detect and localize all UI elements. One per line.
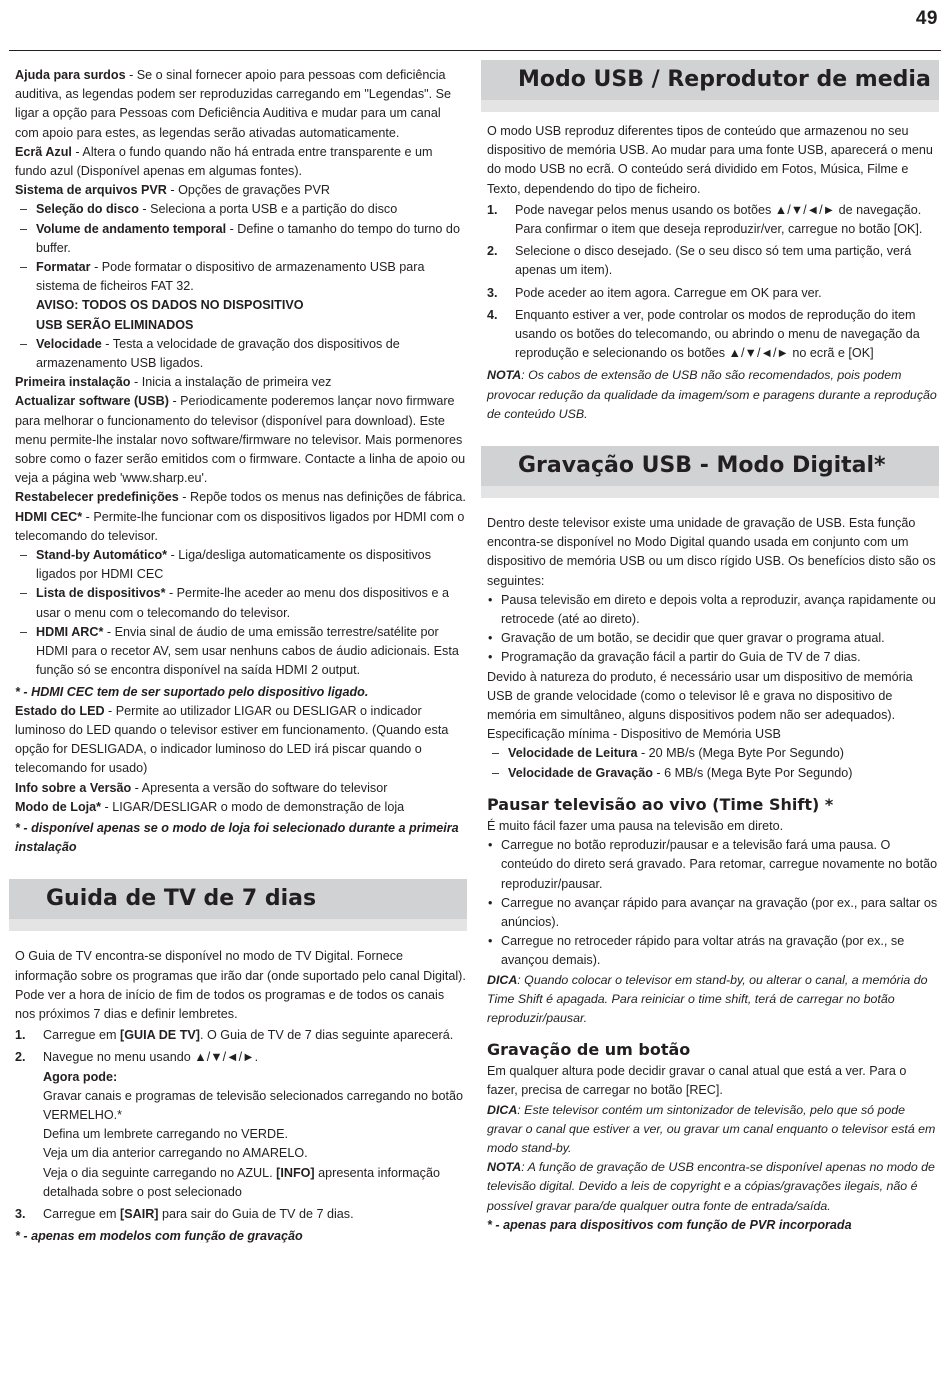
step-text: Pode navegar pelos menus usando os botões ▲/▼/◄/► de navegação. Para confirmar o item que deseja reproduzir/ver, carregue no botão [OK]. bbox=[515, 202, 923, 237]
section-header-usb-recording bbox=[481, 446, 939, 486]
usb-step-1 bbox=[487, 201, 939, 239]
dash-item-device-list bbox=[15, 584, 467, 622]
tip-label: DICA bbox=[487, 1102, 518, 1117]
desc-primeira-instalacao: - Inicia a instalação de primeira vez bbox=[130, 375, 332, 390]
format-warning-line1: AVISO: TODOS OS DADOS NO DISPOSITIVO bbox=[36, 298, 304, 313]
usb-note bbox=[487, 366, 939, 424]
note-label: NOTA bbox=[487, 368, 522, 383]
paragraph-software-update bbox=[15, 392, 467, 488]
desc-modo-loja: - LIGAR/DESLIGAR o modo de demonstração de loja bbox=[101, 799, 405, 814]
term-ecra-azul: Ecrã Azul bbox=[15, 144, 72, 159]
step-text: Selecione o disco desejado. (Se o seu disco só tem uma partição, verá apenas um item). bbox=[515, 244, 912, 278]
section-header-tv-guide bbox=[9, 879, 467, 919]
paragraph-hearing-impaired bbox=[15, 66, 467, 143]
desc-velocidade: - Testa a velocidade de gravação dos dispositivos de armazenamento USB ligados. bbox=[36, 336, 400, 371]
section-title-usb-mode: Modo USB / Reprodutor de media bbox=[518, 67, 931, 92]
timeshift-bullet-2: • Carregue no avançar rápido para avançar na gravação (por ex., para saltar os anúncios). bbox=[487, 894, 939, 932]
desc-sistema-pvr: - Opções de gravações PVR bbox=[166, 183, 330, 198]
timeshift-bullet-1: • Carregue no botão reproduzir/pausar e a televisão fará uma pausa. O conteúdo do direto será gravado. Para retomar, carregue novamente no botão reproduzir/pausar. bbox=[487, 836, 939, 894]
step-text: Carregue em bbox=[43, 1028, 120, 1043]
dash-item-format bbox=[15, 258, 467, 335]
spec-read-speed bbox=[487, 744, 939, 763]
recording-intro: Dentro deste televisor existe uma unidade de gravação de USB. Esta função encontra-se disponível no Modo Digital quando usada em conjunto com um dispositivo de memória USB ou um disco rígido USB. Os benefícios disto são os seguintes: bbox=[487, 516, 936, 588]
section-title-usb-recording: Gravação USB - Modo Digital* bbox=[518, 453, 886, 479]
format-warning-line2: USB SERÃO ELIMINADOS bbox=[36, 317, 194, 332]
desc-formatar: - Pode formatar o dispositivo de armazenamento USB para sistema de ficheiros FAT 32. bbox=[36, 260, 425, 294]
step-line-reminder: Defina um lembrete carregando no VERDE. bbox=[43, 1127, 289, 1142]
desc-ajuda-para-surdos: - Se o sinal fornecer apoio para pessoas com deficiência auditiva, as legendas podem ser reproduzidas carregando em "Legendas". Se ligar a opção para Pessoas com Deficiência Auditiva e mudar para um canal com apoio para estes, as legendas serão ativadas automaticamente. bbox=[15, 68, 452, 140]
term-primeira-instalacao: Primeira instalação bbox=[15, 375, 131, 390]
paragraph-first-install bbox=[15, 373, 467, 392]
recording-spec: Especificação mínima - Dispositivo de Memória USB bbox=[487, 727, 781, 742]
step-line-record: Gravar canais e programas de televisão selecionados carregando no botão VERMELHO.* bbox=[43, 1088, 464, 1122]
step-text: para sair do Guia de TV de 7 dias. bbox=[158, 1206, 354, 1221]
step-number: 1. bbox=[487, 202, 498, 217]
term-volume-andamento: Volume de andamento temporal bbox=[36, 221, 227, 236]
page-number: 49 bbox=[915, 8, 938, 29]
subsection-title-timeshift: Pausar televisão ao vivo (Time Shift) * bbox=[487, 794, 834, 814]
step-text: . O Guia de TV de 7 dias seguinte aparecerá. bbox=[200, 1028, 454, 1043]
value-velocidade-leitura: - 20 MB/s (Mega Byte Por Segundo) bbox=[637, 746, 844, 761]
term-selecao-disco: Seleção do disco bbox=[36, 202, 139, 217]
footnote-store-mode: * - disponível apenas se o modo de loja foi selecionado durante a primeira instalação bbox=[15, 820, 459, 855]
recording-benefit-3: • Programação da gravação fácil a partir do Guia de TV de 7 dias. bbox=[487, 648, 939, 667]
recording-benefit-1: • Pausa televisão em direto e depois volta a reproduzir, avança rapidamente ou retrocede (até ao direto). bbox=[487, 591, 939, 629]
step-number: 2. bbox=[15, 1050, 26, 1065]
term-actualizar-software: Actualizar software (USB) bbox=[15, 394, 169, 409]
desc-estado-led: - Permite ao utilizador LIGAR ou DESLIGAR o indicador luminoso do LED quando o televisor estiver em funcionamento. (Quando esta opção for DESLIGADA, o indicador luminoso do LED irá piscar quando o telecomando for usado) bbox=[15, 703, 449, 776]
tip-text: : Quando colocar o televisor em stand-by, ou alterar o canal, a memória do Time Shift é apagada. Para reiniciar o time shift, terá de carregar no botão reproduzir/pausar. bbox=[487, 972, 928, 1025]
step-text: Navegue no menu usando ▲/▼/◄/►. bbox=[43, 1050, 259, 1065]
header-rule bbox=[9, 50, 941, 51]
paragraph-hdmi-cec bbox=[15, 508, 467, 546]
desc-restabelecer: - Repõe todos os menus nas definições de fábrica. bbox=[178, 490, 466, 505]
desc-standby-automatico: - Liga/desliga automaticamente os dispositivos ligados por HDMI CEC bbox=[36, 548, 431, 582]
desc-ecra-azul: - Altera o fundo quando não há entrada entre transparente e um fundo azul (Disponível apenas em algumas fontes). bbox=[15, 144, 433, 179]
step-number: 1. bbox=[15, 1028, 26, 1043]
term-modo-loja: Modo de Loja* bbox=[15, 799, 102, 814]
recording-benefit-2: • Gravação de um botão, se decidir que quer gravar o programa atual. bbox=[487, 629, 939, 648]
tip-label: DICA bbox=[487, 972, 518, 987]
term-lista-dispositivos: Lista de dispositivos* bbox=[36, 586, 166, 601]
step-number: 4. bbox=[487, 307, 498, 322]
section-title-tv-guide: Guida de TV de 7 dias bbox=[46, 886, 317, 912]
step-number: 3. bbox=[15, 1206, 26, 1221]
one-button-tip bbox=[487, 1101, 939, 1159]
desc-hdmi-arc: - Envia sinal de áudio de uma emissão terrestre/satélite por HDMI para o recetor AV, sem usar nenhuns cabos de áudio adicionais. Esta função só se encontra disponível na saída HDMI 2 output. bbox=[36, 624, 459, 678]
term-restabelecer: Restabelecer predefinições bbox=[15, 490, 179, 505]
desc-hdmi-cec: - Permite-lhe funcionar com os dispositivos ligados por HDMI com o telecomando do televisor. bbox=[15, 509, 465, 543]
desc-info-versao: - Apresenta a versão do software do televisor bbox=[131, 780, 388, 795]
desc-volume-andamento: - Define o tamanho do tempo do turno do buffer. bbox=[36, 221, 460, 255]
footnote-hdmi-cec: * - HDMI CEC tem de ser suportado pelo dispositivo ligado. bbox=[15, 684, 369, 699]
term-velocidade-gravacao: Velocidade de Gravação bbox=[508, 765, 653, 780]
section-header-usb-mode bbox=[481, 60, 939, 100]
term-estado-led: Estado do LED bbox=[15, 703, 105, 718]
paragraph-version-info bbox=[15, 779, 467, 798]
usb-step-4 bbox=[487, 306, 939, 364]
term-standby-automatico: Stand-by Automático* bbox=[36, 548, 168, 563]
paragraph-store-mode bbox=[15, 798, 467, 817]
desc-lista-dispositivos: - Permite-lhe aceder ao menu dos dispositivos e a usar o menu com o telecomando do televisor. bbox=[36, 586, 449, 620]
desc-actualizar-software: - Periodicamente poderemos lançar novo firmware para melhorar o funcionamento do televisor (disponível para download). Este menu permite-lhe instalar novo software/firmware no televisor. Mais pormenores sobre como o fazer serão emitidos com o firmware. Contacte a linha de apoio ou veja a página web 'www.sharp.eu'. bbox=[15, 394, 466, 486]
term-hdmi-cec: HDMI CEC* bbox=[15, 509, 83, 524]
button-ref-info: [INFO] bbox=[276, 1165, 315, 1180]
note-text: : Os cabos de extensão de USB não são recomendados, pois podem provocar redução da qualidade da imagem/som e paragens durante a reprodução de conteúdo USB. bbox=[487, 368, 937, 421]
term-velocidade: Velocidade bbox=[36, 336, 102, 351]
term-velocidade-leitura: Velocidade de Leitura bbox=[508, 746, 638, 761]
left-column bbox=[15, 66, 467, 1246]
step-line-next-day: Veja o dia seguinte carregando no AZUL. bbox=[43, 1165, 277, 1180]
timeshift-tip bbox=[487, 971, 939, 1029]
subsection-title-one-button: Gravação de um botão bbox=[487, 1040, 691, 1060]
term-info-versao: Info sobre a Versão bbox=[15, 780, 132, 795]
usb-step-2 bbox=[487, 242, 939, 280]
term-formatar: Formatar bbox=[36, 260, 91, 275]
note-text: : A função de gravação de USB encontra-se disponível apenas no modo de televisão digital. Devido a leis de copyright e a cópias/gravações ilegais, não é possível gravar para/de qualquer outra fonte de entrada/saída. bbox=[487, 1160, 935, 1213]
paragraph-pvr-file-system bbox=[15, 181, 467, 200]
right-column bbox=[487, 60, 939, 1235]
dash-item-timeshift-size bbox=[15, 220, 467, 258]
footnote-recording-models: * - apenas em modelos com função de gravação bbox=[15, 1229, 303, 1244]
timeshift-bullet-3: • Carregue no retroceder rápido para voltar atrás na gravação (por ex., se avançou demais). bbox=[487, 932, 939, 970]
usb-step-3 bbox=[487, 284, 939, 303]
dash-item-disk-select bbox=[15, 200, 467, 219]
value-velocidade-gravacao: - 6 MB/s (Mega Byte Por Segundo) bbox=[652, 765, 853, 780]
term-sistema-pvr: Sistema de arquivos PVR bbox=[15, 183, 167, 198]
step-number: 3. bbox=[487, 285, 498, 300]
dash-item-auto-standby bbox=[15, 546, 467, 584]
step-number: 2. bbox=[487, 244, 498, 259]
term-ajuda-para-surdos: Ajuda para surdos bbox=[15, 68, 126, 82]
button-ref-sair: [SAIR] bbox=[120, 1206, 159, 1221]
one-button-note bbox=[487, 1158, 939, 1216]
button-ref-guia-tv: [GUIA DE TV] bbox=[120, 1028, 200, 1043]
dash-item-speed bbox=[15, 335, 467, 373]
paragraph-factory-reset bbox=[15, 488, 467, 507]
spec-write-speed bbox=[487, 764, 939, 783]
step-text: Pode aceder ao item agora. Carregue em OK para ver. bbox=[515, 285, 822, 300]
usb-intro: O modo USB reproduz diferentes tipos de conteúdo que armazenou no seu dispositivo de memória USB. Ao mudar para uma fonte USB, aparecerá o menu do modo USB no ecrã. O conteúdo será dividido em Fotos, Música, Filme e Texto, dependendo do tipo de ficheiro. bbox=[487, 124, 933, 196]
step-line-previous-day: Veja um dia anterior carregando no AMARELO. bbox=[43, 1146, 308, 1161]
paragraph-blue-screen bbox=[15, 143, 467, 181]
desc-selecao-disco: - Seleciona a porta USB e a partição do disco bbox=[138, 202, 398, 217]
step-subheading: Agora pode: bbox=[43, 1069, 118, 1084]
tv-guide-intro: O Guia de TV encontra-se disponível no modo de TV Digital. Fornece informação sobre os programas que irão dar (onde suportado pelo canal Digital). Pode ver a hora de início de fim de todos os programas e de todos os canais nos próximos 7 dias e definir lembretes. bbox=[15, 949, 466, 1021]
tip-text: : Este televisor contém um sintonizador de televisão, pelo que só pode gravar o canal que estiver a ver, ou gravar um canal enquanto o televisor está em modo stand-by. bbox=[487, 1102, 936, 1155]
term-hdmi-arc: HDMI ARC* bbox=[36, 624, 104, 639]
step-text: Carregue em bbox=[43, 1206, 120, 1221]
timeshift-intro: É muito fácil fazer uma pausa na televisão em direto. bbox=[487, 818, 784, 833]
one-button-intro: Em qualquer altura pode decidir gravar o canal atual que está a ver. Para o fazer, precisa de carregar no botão [REC]. bbox=[487, 1064, 907, 1098]
paragraph-led-status bbox=[15, 702, 467, 779]
tv-guide-step-1 bbox=[15, 1026, 467, 1045]
step-text: Enquanto estiver a ver, pode controlar os modos de reprodução do item usando os botões do telecomando, ou abrindo o menu de navegação da reprodução e selecionando os botões ▲/▼/◄/► no ecrã e [OK] bbox=[515, 307, 920, 361]
tv-guide-step-3 bbox=[15, 1205, 467, 1224]
footnote-pvr-devices: * - apenas para dispositivos com função de PVR incorporada bbox=[487, 1217, 852, 1232]
dash-item-hdmi-arc bbox=[15, 623, 467, 681]
note-label: NOTA bbox=[487, 1160, 522, 1175]
tv-guide-step-2 bbox=[15, 1048, 467, 1202]
recording-paragraph-2: Devido à natureza do produto, é necessário usar um dispositivo de memória USB de grande velocidade (como o televisor lê e grava no dispositivo de memória em simultâneo, alguns dispositivos podem não ser adequados). bbox=[487, 669, 913, 723]
step-line-info: apresenta informação detalhada sobre o post selecionado bbox=[43, 1165, 440, 1199]
